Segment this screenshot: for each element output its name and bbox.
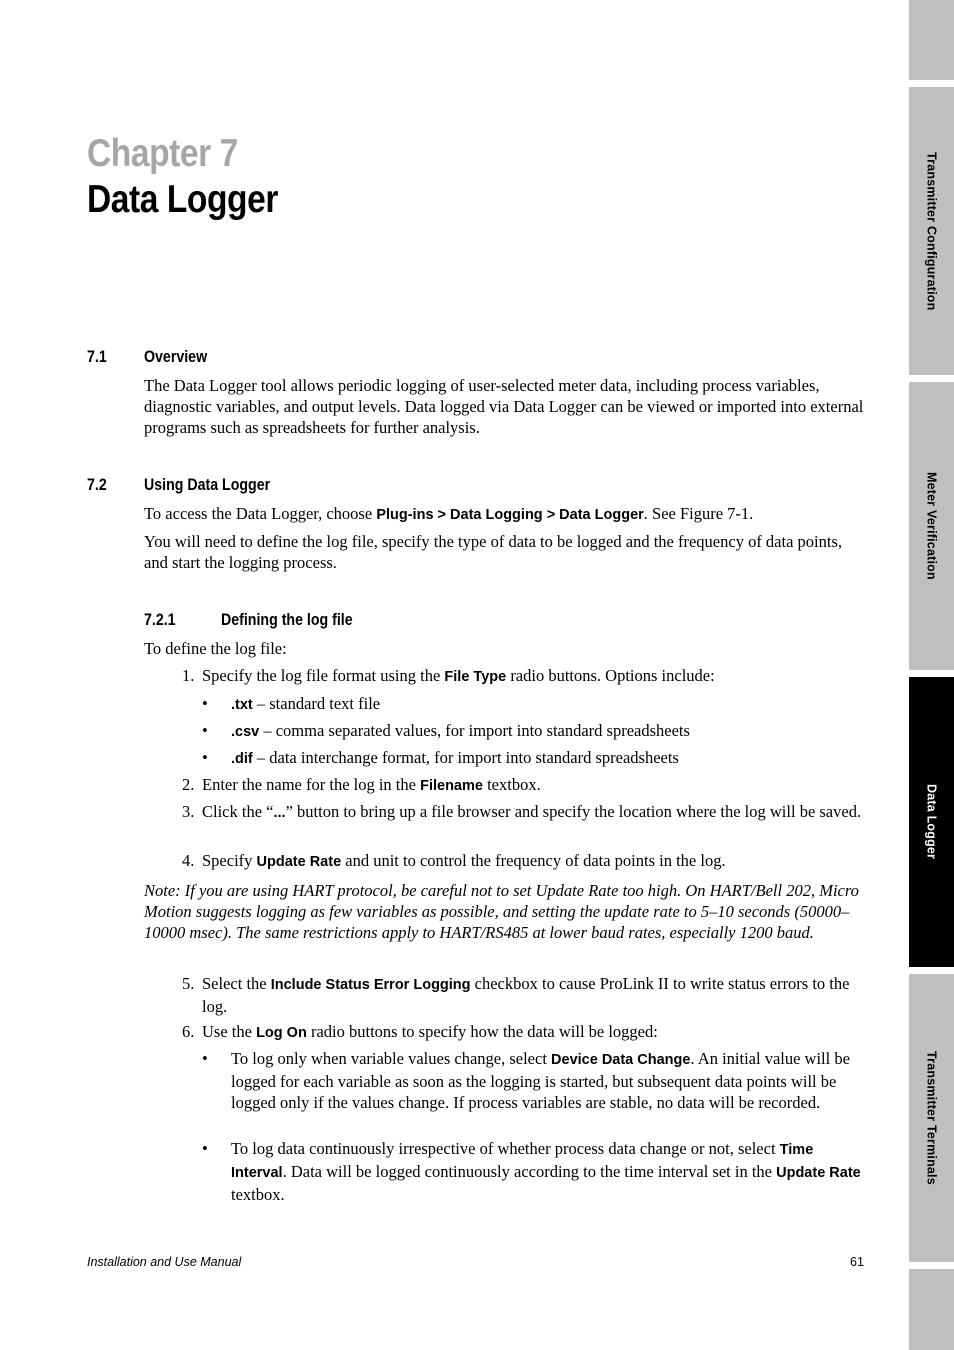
side-tab-bottom bbox=[909, 1269, 954, 1350]
side-tab-label: Transmitter Terminals bbox=[924, 1051, 939, 1185]
page-number: 61 bbox=[850, 1255, 864, 1269]
side-tab-label: Transmitter Configuration bbox=[924, 151, 939, 311]
step-number: 1. bbox=[182, 666, 195, 685]
bullet-dot: • bbox=[202, 721, 208, 740]
side-tab-transmitter-terminals[interactable] bbox=[909, 974, 954, 1262]
subsection-number: 7.2.1 bbox=[144, 611, 176, 629]
bullet-dot: • bbox=[202, 1139, 208, 1158]
paragraph: To define the log file: bbox=[144, 639, 287, 658]
step-text: Specify the log file format using the File Type radio buttons. Options include: bbox=[202, 666, 715, 685]
bullet-text: .csv – comma separated values, for import into standard spreadsheets bbox=[231, 721, 690, 740]
bullet-text: .dif – data interchange format, for import into standard spreadsheets bbox=[231, 748, 679, 767]
step-text: Use the Log On radio buttons to specify how the data will be logged: bbox=[202, 1022, 658, 1041]
paragraph: You will need to define the log file, specify the type of data to be logged and the frequency of data points, and start the logging process. bbox=[144, 532, 843, 572]
step-text: Specify Update Rate and unit to control the frequency of data points in the log. bbox=[202, 851, 726, 870]
step-text: Click the “...” button to bring up a file browser and specify the location where the log will be saved. bbox=[202, 802, 862, 821]
section-number: 7.1 bbox=[87, 348, 107, 366]
chapter-number: Chapter 7 bbox=[87, 132, 238, 175]
step-number: 3. bbox=[182, 802, 195, 821]
side-tab-label: Meter Verification bbox=[924, 472, 939, 580]
side-tab-label: Data Logger bbox=[924, 784, 939, 860]
section-heading: Using Data Logger bbox=[144, 476, 271, 494]
bullet-text: To log only when variable values change, select Device Data Change. An initial value will be logged for each variable as soon as the logging is started, but subsequent data points will be logged only if the values change. If process variables are stable, no data will be recorded. bbox=[231, 1049, 850, 1112]
step-number: 2. bbox=[182, 775, 195, 794]
side-tab-top bbox=[909, 0, 954, 80]
step-text: Select the Include Status Error Logging checkbox to cause ProLink II to write status errors to the log. bbox=[202, 974, 850, 1016]
section-number: 7.2 bbox=[87, 476, 107, 494]
note: Note: If you are using HART protocol, be careful not to set Update Rate too high. On HART/Bell 202, Micro Motion suggests logging as few variables as possible, and setting the update rate to 5–10 seconds (50000–10000 msec). The same restrictions apply to HART/RS485 at lower baud rates, especially 1200 baud. bbox=[144, 881, 859, 942]
side-tab-transmitter-configuration[interactable] bbox=[909, 87, 954, 375]
step-number: 5. bbox=[182, 974, 195, 993]
step-text: Enter the name for the log in the Filename textbox. bbox=[202, 775, 541, 794]
side-tab-meter-verification[interactable] bbox=[909, 382, 954, 670]
step-number: 4. bbox=[182, 851, 195, 870]
footer-manual-title: Installation and Use Manual bbox=[87, 1255, 242, 1269]
bullet-dot: • bbox=[202, 748, 208, 767]
chapter-title: Data Logger bbox=[87, 178, 278, 221]
bullet-dot: • bbox=[202, 694, 208, 713]
paragraph: The Data Logger tool allows periodic logging of user-selected meter data, including process variables, diagnostic variables, and output levels. Data logged via Data Logger can be viewed or imported into external programs such as spreadsheets for further analysis. bbox=[144, 376, 864, 437]
section-heading: Overview bbox=[144, 348, 208, 366]
paragraph: To access the Data Logger, choose Plug-ins > Data Logging > Data Logger. See Figure 7-1. bbox=[144, 504, 754, 523]
subsection-heading: Defining the log file bbox=[221, 611, 353, 629]
step-number: 6. bbox=[182, 1022, 195, 1041]
side-tab-data-logger[interactable] bbox=[909, 677, 954, 967]
bullet-text: To log data continuously irrespective of whether process data change or not, select Time Interval. Data will be logged continuously according to the time interval set in the Update Rate textbox. bbox=[231, 1139, 861, 1204]
bullet-dot: • bbox=[202, 1049, 208, 1068]
bullet-text: .txt – standard text file bbox=[231, 694, 381, 713]
